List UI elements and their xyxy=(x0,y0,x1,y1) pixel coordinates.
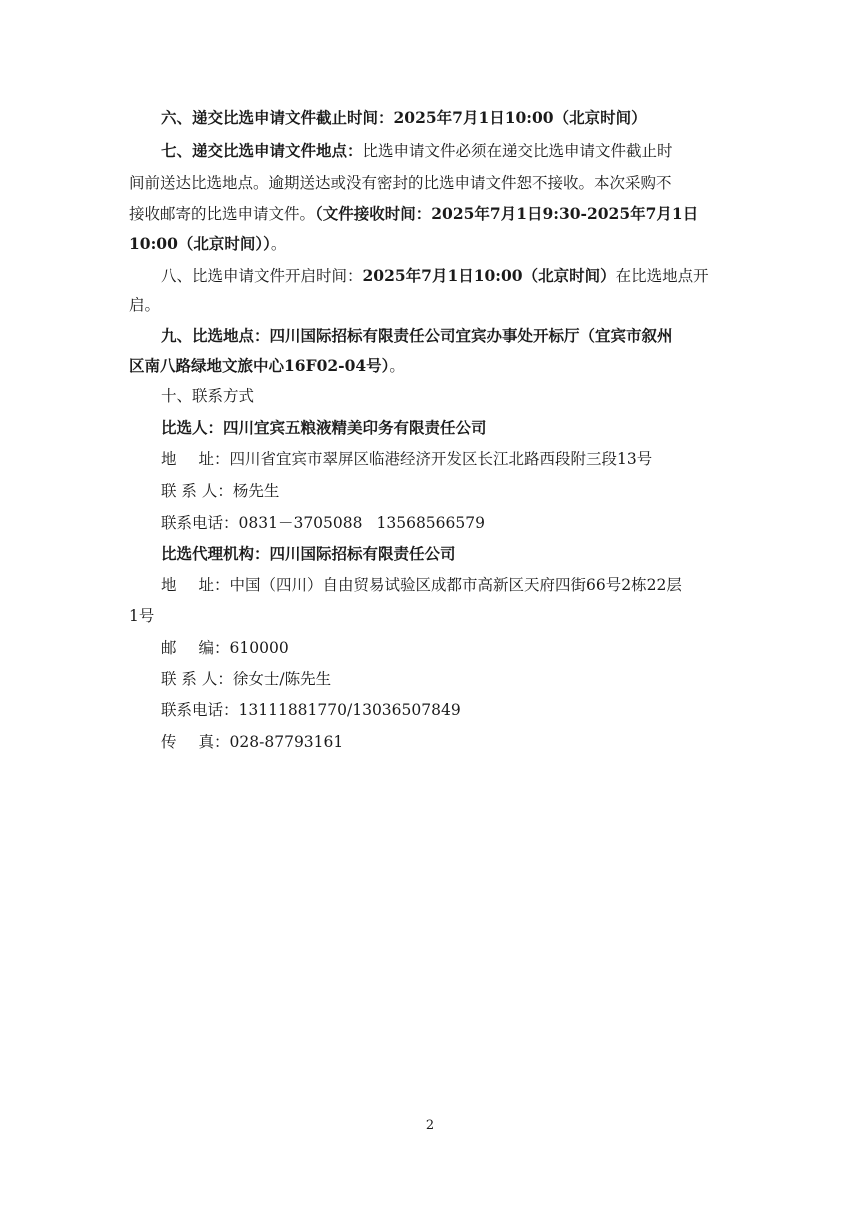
agency-address-label-b: 址： xyxy=(198,576,230,594)
agency-postcode-line xyxy=(161,637,761,659)
purchaser-address: 四川省宜宾市翠屏区临港经济开发区长江北路西段附三段13号 xyxy=(229,450,653,468)
page-number: 2 xyxy=(425,1118,435,1133)
purchaser-address-line xyxy=(161,448,761,470)
section-7-line-2: 间前送达比选地点。逾期送达或没有密封的比选申请文件恕不接收。本次采购不 xyxy=(129,174,672,192)
purchaser-contact-line xyxy=(161,480,761,502)
agency-line xyxy=(161,543,761,565)
purchaser-phone-label: 联系电话： xyxy=(161,514,239,532)
purchaser-address-label-a: 地 xyxy=(161,450,177,468)
purchaser-address-label-b: 址： xyxy=(198,450,230,468)
agency-contact-line xyxy=(161,668,761,690)
agency-postcode-label-a: 邮 xyxy=(161,639,177,657)
agency-name: 四川国际招标有限责任公司 xyxy=(269,544,456,563)
purchaser-line xyxy=(161,417,761,439)
section-7-receive-time-end: 10:00（北京时间）） xyxy=(129,234,271,253)
section-8-text-1: 在比选地点开 xyxy=(615,267,709,285)
agency-label: 比选代理机构： xyxy=(161,544,270,563)
agency-fax-label-a: 传 xyxy=(161,733,177,751)
agency-fax-line xyxy=(161,731,761,753)
purchaser-phone-1: 0831－3705088 xyxy=(238,514,363,532)
section-8-line-2: 启。 xyxy=(129,296,161,314)
purchaser-contact: 杨先生 xyxy=(232,482,280,500)
agency-address-1: 中国（四川）自由贸易试验区成都市高新区天府四街66号2栋22层 xyxy=(229,576,682,594)
section-9-period: 。 xyxy=(389,357,405,375)
agency-phone-line xyxy=(161,699,761,721)
section-7-label: 七、递交比选申请文件地点： xyxy=(161,141,363,160)
section-7-text-1: 比选申请文件必须在递交比选申请文件截止时 xyxy=(362,142,673,160)
section-10-heading: 十、联系方式 xyxy=(161,387,255,405)
purchaser-phone-2: 13568566579 xyxy=(376,514,485,532)
section-7-period: 。 xyxy=(270,235,287,253)
agency-address-label-a: 地 xyxy=(161,576,177,594)
section-6-label: 六、递交比选申请文件截止时间： xyxy=(161,108,394,127)
purchaser-label: 比选人： xyxy=(161,418,224,437)
purchaser-contact-label: 联 系 人： xyxy=(161,482,233,500)
section-6-deadline: 2025年7月1日10:00（北京时间） xyxy=(393,108,647,127)
purchaser-name: 四川宜宾五粮液精美印务有限责任公司 xyxy=(223,418,487,437)
agency-fax: 028-87793161 xyxy=(229,733,344,751)
section-7-line-1 xyxy=(161,140,761,162)
agency-contact: 徐女士/陈先生 xyxy=(232,670,332,688)
section-9-line-1: 九、比选地点：四川国际招标有限责任公司宜宾办事处开标厅（宜宾市叙州 xyxy=(161,326,673,345)
section-9-address: 区南八路绿地文旅中心16F02-04号） xyxy=(129,356,390,375)
section-7-line-4 xyxy=(129,233,729,255)
agency-phone-label: 联系电话： xyxy=(161,701,239,719)
agency-postcode: 610000 xyxy=(229,639,289,657)
section-7-line-3 xyxy=(129,203,729,225)
agency-fax-label-b: 真： xyxy=(198,733,230,751)
agency-contact-label: 联 系 人： xyxy=(161,670,233,688)
section-7-text-3: 接收邮寄的比选申请文件。 xyxy=(129,205,316,223)
agency-phone: 13111881770/13036507849 xyxy=(238,701,461,719)
agency-address-line-2: 1号 xyxy=(129,607,155,625)
section-8-open-time: 2025年7月1日10:00（北京时间） xyxy=(362,266,616,285)
section-7-receive-time: （文件接收时间：2025年7月1日9:30-2025年7月1日 xyxy=(315,204,699,223)
section-9-line-2 xyxy=(129,355,729,377)
agency-postcode-label-b: 编： xyxy=(198,639,230,657)
section-8-line-1 xyxy=(161,265,761,287)
section-8-label: 八、比选申请文件开启时间： xyxy=(161,267,363,285)
purchaser-phone-line xyxy=(161,512,761,534)
agency-address-line-1 xyxy=(161,574,761,596)
section-6-line xyxy=(161,107,761,129)
